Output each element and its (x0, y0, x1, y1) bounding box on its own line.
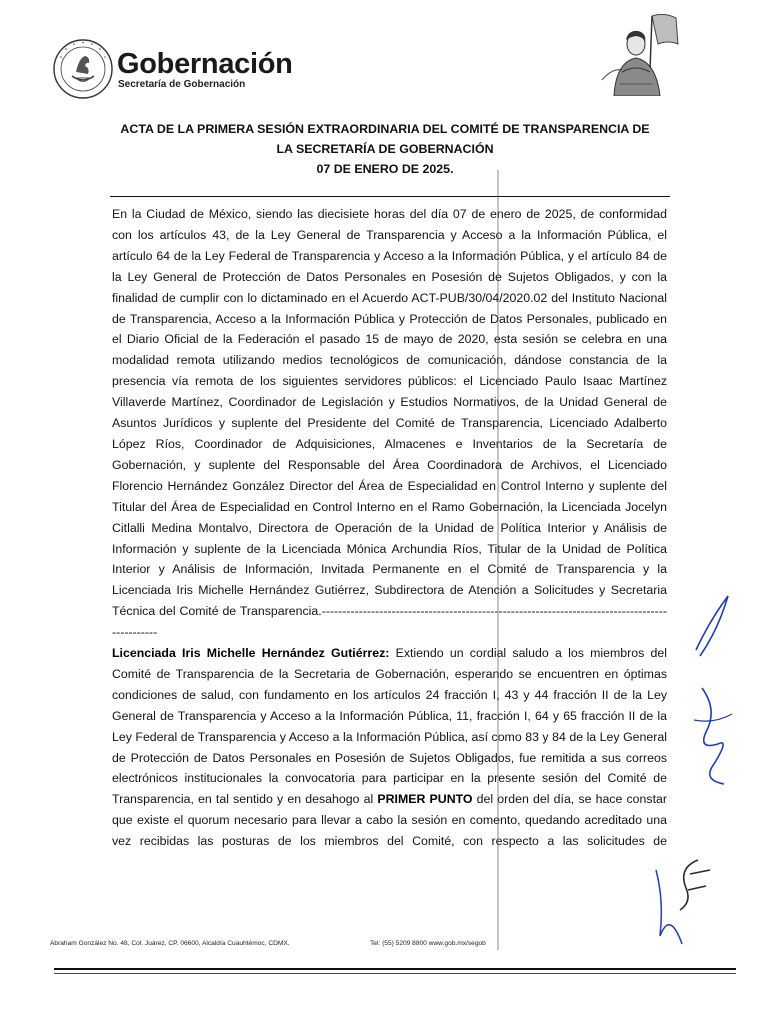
signature-mark-3 (640, 840, 720, 950)
brand-subtitle: Secretaría de Gobernación (118, 79, 246, 90)
heroine-illustration-icon (592, 10, 684, 96)
paragraph-secretary-text-a: Extiendo un cordial saludo a los miembros del Comité de Transparencia de la Secretaria de Gobernación, esperando se encuentren en óptimas condiciones de salud, con fundamento en los artículos 24 fracción I, 43 y 44 fracción II de la Ley General de Transparencia y Acceso a la Información Pública, 11, fracción I, 64 y 65 fracción II de la Ley Federal de Transparencia y Acceso a la Información Pública, así como 83 y 84 de la Ley General de Protección de Datos Personales en Posesión de Sujetos Obligados, fue remitida a sus correos electrónicos institucionales la convocatoria para participar en la presente sesión del Comité de Transparencia, en tal sentido y en desahogo al (112, 646, 667, 807)
paragraph-secretary-text-b: del orden del día, se hace constar que existe el quorum necesario para llevar a cabo la sesión en comento, quedando acreditado una vez recibidas las posturas de los miembros del Comité, con respecto a las solicitudes de (112, 792, 667, 849)
document-body (112, 204, 667, 852)
footer-contact: Tel: (55) 5209 8800 www.gob.mx/segob (370, 940, 486, 947)
title-divider (110, 196, 670, 197)
footer-divider (54, 968, 736, 970)
page-fold-line (497, 170, 499, 950)
signature-mark-1 (690, 590, 736, 660)
speaker-name: Licenciada Iris Michelle Hernández Gutiérrez: (112, 646, 390, 661)
brand-title: Gobernación (117, 48, 293, 80)
footer-address: Abraham González No. 48, Col. Juárez, CP. 06600, Alcaldía Cuauhtémoc, CDMX. (50, 940, 290, 947)
agenda-item-emphasis: PRIMER PUNTO (377, 792, 473, 807)
footer-divider-thin (54, 973, 736, 974)
paragraph-attendance: En la Ciudad de México, siendo las diecisiete horas del día 07 de enero de 2025, de conformidad con los artículos 43, de la Ley General de Transparencia y Acceso a la Información Pública, el artículo 64 de la Ley Federal de Transparencia y Acceso a la Información Pública, y el artículo 84 de la Ley General de Protección de Datos Personales en Posesión de Sujetos Obligados, y con la finalidad de cumplir con lo dictaminado en el Acuerdo ACT-PUB/30/04/2020.02 del Instituto Nacional de Transparencia, Acceso a la Información Pública y Protección de Datos Personales, publicado en el Diario Oficial de la Federación el pasado 15 de mayo de 2020, esta sesión se celebra en una modalidad remota utilizando medios tecnológicos de comunicación, dándose constancia de la presencia vía remota de los siguientes servidores públicos: el Licenciado Paulo Isaac Martínez Villaverde Martínez, Coordinador de Legislación y Estudios Normativos, de la Unidad General de Asuntos Jurídicos y suplente del Presidente del Comité de Transparencia, Licenciado Adalberto López Ríos, Coordinador de Adquisiciones, Almacenes e Inventarios de la Secretaría de Gobernación, y suplente del Responsable del Área Coordinadora de Archivos, el Licenciado Florencio Hernández González Director del Área de Especialidad en Control Interno y suplente del Titular del Área de Especialidad en Control Interno en el Ramo Gobernación, la Licenciada Jocelyn Citlalli Medina Montalvo, Directora de Operación de la Unidad de Política Interior y Análisis de Información y suplente de la Licenciada Mónica Archundia Ríos, Titular de la Unidad de Política Interior y Análisis de Información, Invitada Permanente en el Comité de Transparencia y la Licenciada Iris Michelle Hernández Gutiérrez, Subdirectora de Atención a Solicitudes y Secretaria Técnica del Comité de Transparencia.----------------------------------------------------------------------------------------------- (112, 207, 667, 640)
title-line-2: LA SECRETARÍA DE GOBERNACIÓN (276, 142, 494, 156)
paragraph-secretary (112, 643, 667, 852)
title-line-1: ACTA DE LA PRIMERA SESIÓN EXTRAORDINARIA DEL COMITÉ DE TRANSPARENCIA DE (120, 122, 650, 136)
signature-mark-2 (688, 680, 740, 790)
title-date: 07 DE ENERO DE 2025. (316, 162, 454, 176)
document-title (95, 119, 675, 179)
national-seal-icon (52, 38, 114, 100)
